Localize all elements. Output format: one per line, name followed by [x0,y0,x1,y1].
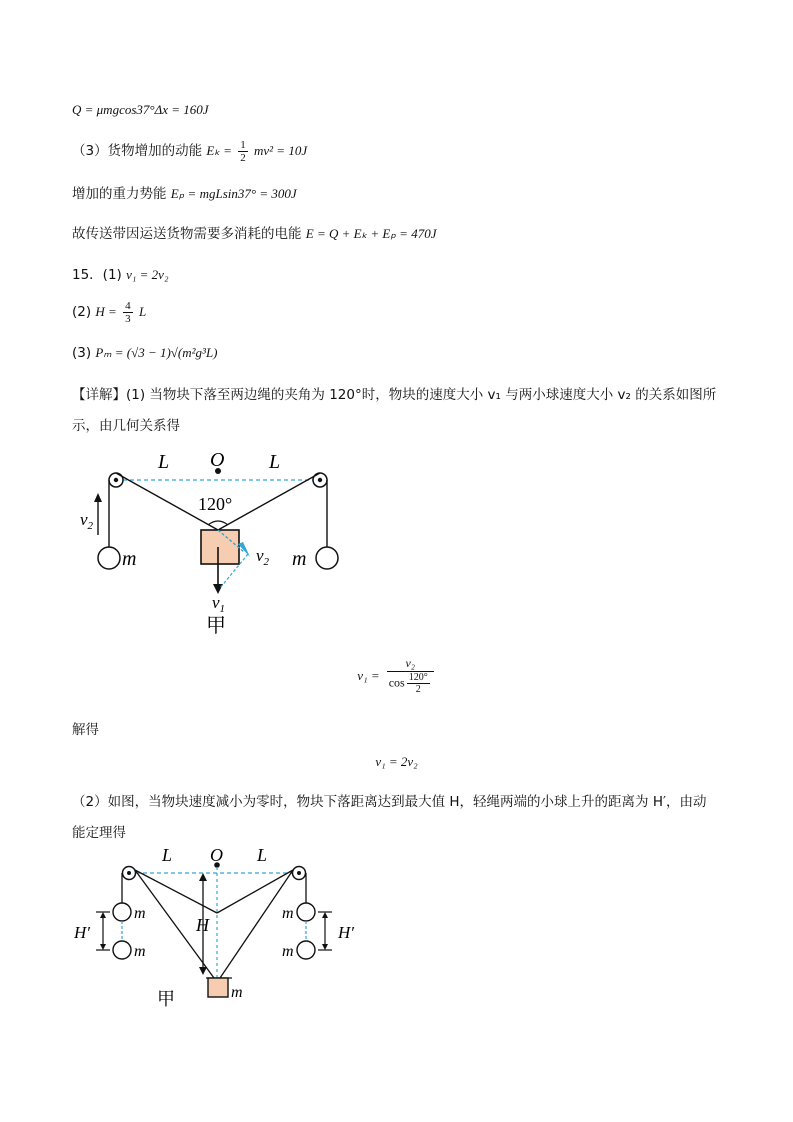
eq1-cos: cos [388,675,405,690]
right-hp-head-up [322,912,328,918]
fraction-half [238,139,248,164]
right-slant-rope [218,473,320,530]
fig2-caption: 甲 [157,989,175,1009]
fig1-angle-label: 120° [198,494,233,514]
detail-paragraph-1: 【详解】(1) 当物块下落至两边绳的夹角为 120°时，物块的速度大小 v₁ 与两小球速度大小 v₂ 的关系如图所 [72,387,717,403]
frac-den: 3 [125,313,131,325]
kinetic-energy-rhs: mv² = 10J [253,143,308,158]
eq1-fraction [387,656,434,695]
eq1-angle-num: 120° [408,672,428,683]
v2-left-arrow-head [94,493,102,502]
v2-component-arrow-head [238,542,250,557]
fig1-right-mass-label: m [292,548,307,570]
fig1-label-l-left: L [158,451,170,473]
answer-15-2-rhs: L [138,304,147,319]
potential-energy-label: 增加的重力势能 [72,186,167,202]
eq1-numerator: v₂ [387,656,434,672]
h-arrow-head-down [199,967,207,975]
answer-15-1 [72,263,168,283]
fig2-mass-lower-right: m [282,943,294,960]
answer-15-1-formula: v₁ = 2v₂ [126,267,169,282]
block [201,530,239,564]
eq1-angle-den: 2 [415,684,421,695]
fig2-mass-block: m [231,984,243,1001]
fig1-v2-left-label: $v_2$ [80,510,94,532]
final-right-rope [220,870,293,978]
eq1-denominator [387,672,434,695]
fig2-label-o: O [210,845,223,865]
fig2-label-hp-right: H′ [338,923,354,942]
fig2-label-l-left: L [162,845,173,865]
h-arrow-head-up [199,873,207,881]
answer-15-2 [72,300,146,325]
fig1-label-l-right: L [269,451,281,473]
left-ball [98,547,120,569]
frac-num: 1 [240,139,246,151]
answer-15-2-label: (2) [72,304,92,320]
left-pulley-axle [114,478,118,482]
figure-2-diagram [74,843,374,1013]
right-ball-initial [297,941,315,959]
fig1-v2-right-label: $v_2$ [256,546,270,568]
formula-heat: Q = μmgcos37°Δx = 160J [72,102,209,117]
right-pulley-axle [297,871,301,875]
figure-1-diagram [80,440,370,640]
fig2-label-hp-left: H′ [74,923,90,942]
answer-15-2-lhs: H = [95,304,117,319]
potential-energy-line [72,182,297,202]
eq1-lhs: v₁ = [357,668,380,683]
electric-energy-line [72,222,436,242]
eq1-angle-fraction [407,672,430,695]
left-ball-raised [113,903,131,921]
answer-15-3-formula: Pₘ = (√3 − 1)√(m²g³L) [95,345,218,360]
fig2-label-h: H [196,915,209,935]
answer-15-3 [72,345,218,361]
part2-paragraph-2: 能定理得 [72,825,126,841]
part2-paragraph-1: （2）如图，当物块速度减小为零时，物块下落距离达到最大值 H，轻绳两端的小球上升的距离为 H′，由动 [72,794,707,810]
right-ball-raised [297,903,315,921]
left-ball-initial [113,941,131,959]
frac-den: 2 [240,152,246,164]
frac-num: 4 [125,300,131,312]
kinetic-energy-line [72,139,307,164]
kinetic-energy-lhs: Eₖ = [206,143,232,158]
fig1-label-o: O [210,449,225,471]
fig2-label-l-right: L [257,845,268,865]
left-hp-head-up [100,912,106,918]
solve-label: 解得 [72,722,99,738]
fig2-mass-upper-right: m [282,905,294,922]
equation-v1 [0,656,793,695]
fig1-caption: 甲 [206,615,226,637]
fig2-mass-upper-left: m [134,905,146,922]
potential-energy-formula: Eₚ = mgLsin37° = 300J [170,186,297,201]
right-hp-head-down [322,944,328,950]
angle-arc [208,521,228,525]
equation-v1-result: v₁ = 2v₂ [375,754,418,769]
detail-paragraph-2: 示，由几何关系得 [72,418,180,434]
left-pulley-axle [127,871,131,875]
left-hp-head-down [100,944,106,950]
answer-15-1-label: 15．(1) [72,267,122,283]
fig1-left-mass-label: m [122,548,137,570]
block [208,978,228,997]
kinetic-energy-label: （3）货物增加的动能 [72,143,203,159]
right-ball [316,547,338,569]
fig1-v1-label: $v_1$ [212,593,226,615]
fraction-four-thirds [123,300,133,325]
answer-15-3-label: (3) [72,345,92,361]
electric-energy-label: 故传送带因运送货物需要多消耗的电能 [72,226,302,242]
fig2-mass-lower-left: m [134,943,146,960]
electric-energy-formula: E = Q + Eₖ + Eₚ = 470J [305,226,437,241]
right-pulley-axle [318,478,322,482]
